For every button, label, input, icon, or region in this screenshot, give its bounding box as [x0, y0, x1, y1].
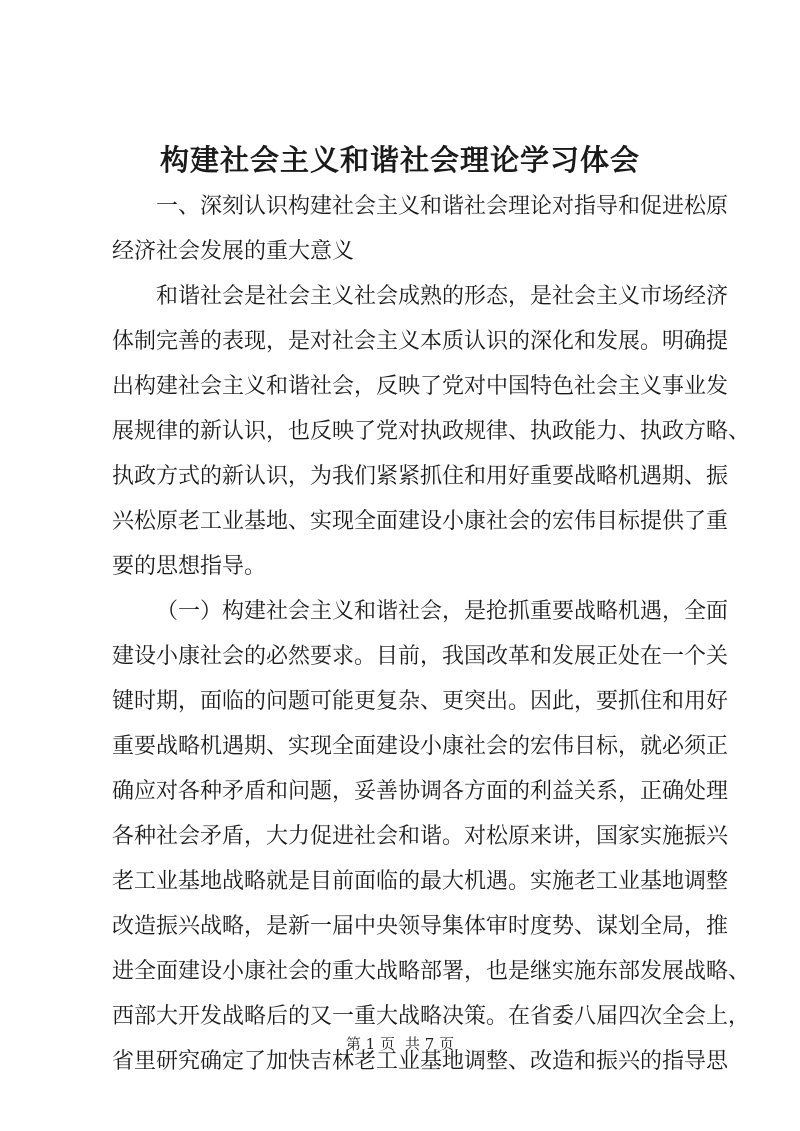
paragraph-line: 和谐社会是社会主义社会成熟的形态，是社会主义市场经济	[156, 284, 729, 309]
paragraph-line: 展规律的新认识，也反映了党对执政规律、执政能力、执政方略、	[112, 419, 751, 444]
paragraph-line: 出构建社会主义和谐社会，反映了党对中国特色社会主义事业发	[112, 374, 729, 399]
paragraph-line: 改造振兴战略，是新一届中央领导集体审时度势、谋划全局，推	[112, 914, 729, 939]
paragraph-line: 兴松原老工业基地、实现全面建设小康社会的宏伟目标提供了重	[112, 509, 729, 534]
paragraph-line: 键时期，面临的问题可能更复杂、更突出。因此，要抓住和用好	[112, 689, 729, 714]
paragraph-line: 要的思想指导。	[112, 554, 267, 579]
paragraph-line: 西部大开发战略后的又一重大战略决策。在省委八届四次全会上，	[112, 1004, 751, 1029]
page-footer	[0, 1034, 800, 1054]
paragraph-line: （一）构建社会主义和谐社会，是抢抓重要战略机遇，全面	[156, 599, 729, 624]
page-number: 第 1 页	[345, 1035, 395, 1053]
page-total: 共 7 页	[405, 1035, 455, 1053]
paragraph-line: 各种社会矛盾，大力促进社会和谐。对松原来讲，国家实施振兴	[112, 824, 729, 849]
paragraph-line: 体制完善的表现，是对社会主义本质认识的深化和发展。明确提	[112, 329, 729, 354]
paragraph-line: 省里研究确定了加快吉林老工业基地调整、改造和振兴的指导思	[112, 1049, 729, 1074]
paragraph-line: 确应对各种矛盾和问题，妥善协调各方面的利益关系，正确处理	[112, 779, 729, 804]
paragraph-line: 老工业基地战略就是目前面临的最大机遇。实施老工业基地调整	[112, 869, 729, 894]
document-body	[112, 184, 751, 1084]
heading-line: 一、深刻认识构建社会主义和谐社会理论对指导和促进松原	[156, 194, 729, 219]
document-title: 构建社会主义和谐社会理论学习体会	[159, 143, 640, 177]
paragraph-line: 建设小康社会的必然要求。目前，我国改革和发展正处在一个关	[112, 644, 729, 669]
paragraph-line: 重要战略机遇期、实现全面建设小康社会的宏伟目标，就必须正	[112, 734, 729, 759]
paragraph-line: 进全面建设小康社会的重大战略部署，也是继实施东部发展战略、	[112, 959, 751, 984]
heading-line: 经济社会发展的重大意义	[112, 239, 355, 264]
paragraph-line: 执政方式的新认识，为我们紧紧抓住和用好重要战略机遇期、振	[112, 464, 729, 489]
